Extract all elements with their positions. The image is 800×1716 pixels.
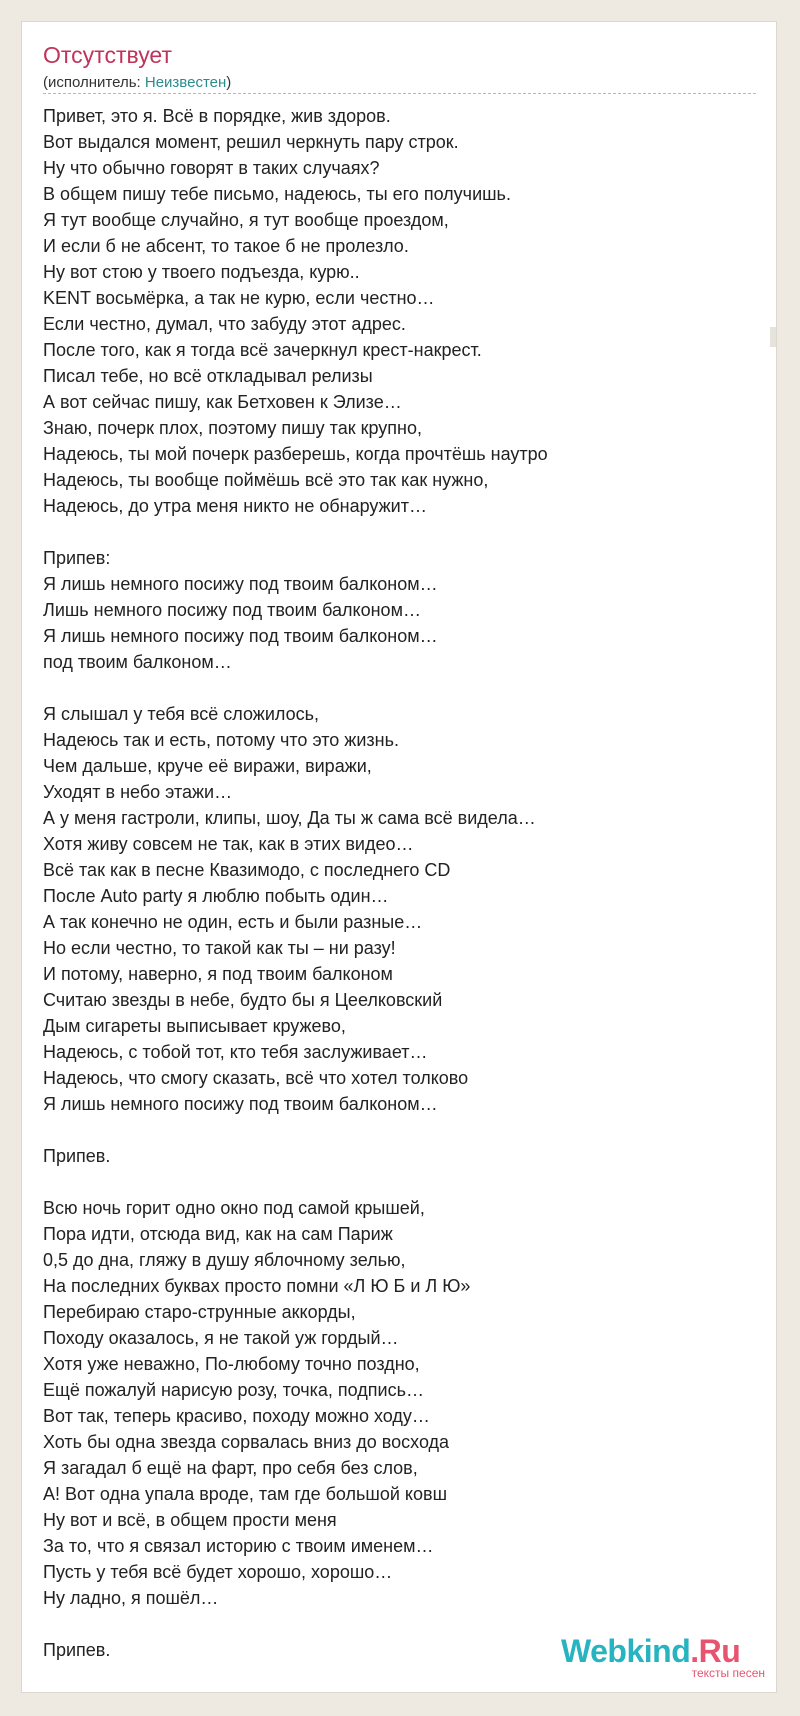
lyrics-text [43,103,548,1663]
lyric-line: Всё так как в песне Квазимодо, с последнего CD [43,860,451,880]
lyrics-card [21,21,777,1693]
lyric-line: Лишь немного посижу под твоим балконом… [43,600,421,620]
lyric-line: Чем дальше, круче её виражи, виражи, [43,756,372,776]
lyric-line: Я лишь немного посижу под твоим балконом… [43,626,438,646]
blank-line [43,1611,548,1637]
lyric-line: А вот сейчас пишу, как Бетховен к Элизе… [43,392,402,412]
lyric-line: 0,5 до дна, гляжу в душу яблочному зелью, [43,1250,406,1270]
lyric-line: За то, что я связал историю с твоим именем… [43,1536,434,1556]
title-divider [43,93,756,94]
lyric-line: Надеюсь так и есть, потому что это жизнь. [43,730,399,750]
lyric-line: И если б не абсент, то такое б не пролезло. [43,236,409,256]
performer-suffix: ) [226,74,232,91]
lyric-line: KENT восьмёрка, а так не курю, если честно… [43,288,435,308]
lyric-line: Я слышал у тебя всё сложилось, [43,704,319,724]
blank-line [43,675,548,701]
lyric-line: Знаю, почерк плох, поэтому пишу так крупно, [43,418,422,438]
performer-prefix: (исполнитель: [43,74,145,91]
blank-line [43,1169,548,1195]
logo-tld: .Ru [690,1633,741,1669]
lyric-line: Надеюсь, до утра меня никто не обнаружит… [43,496,427,516]
performer-line [43,74,231,91]
lyric-line: Хоть бы одна звезда сорвалась вниз до восхода [43,1432,450,1452]
lyric-line: Ну ладно, я пошёл… [43,1588,219,1608]
lyric-line: Ну что обычно говорят в таких случаях? [43,158,380,178]
song-title: Отсутствует [43,42,172,68]
lyric-line: Ну вот стою у твоего подъезда, курю.. [43,262,360,282]
lyric-line: Ещё пожалуй нарисую розу, точка, подпись… [43,1380,424,1400]
lyric-line: Если честно, думал, что забуду этот адрес. [43,314,406,334]
lyric-line: Пусть у тебя всё будет хорошо, хорошо… [43,1562,393,1582]
lyric-line: Ну вот и всё, в общем прости меня [43,1510,337,1530]
lyric-line: Перебираю старо-струнные аккорды, [43,1302,356,1322]
lyric-line: Надеюсь, ты мой почерк разберешь, когда прочтёшь наутро [43,444,548,464]
lyric-line: После Auto party я люблю побыть один… [43,886,389,906]
lyric-line: Припев. [43,1146,111,1166]
lyric-line: Надеюсь, ты вообще поймёшь всё это так как нужно, [43,470,489,490]
lyric-line: В общем пишу тебе письмо, надеюсь, ты его получишь. [43,184,511,204]
lyric-line: А у меня гастроли, клипы, шоу, Да ты ж сама всё видела… [43,808,536,828]
lyric-line: Хотя уже неважно, По-любому точно поздно, [43,1354,420,1374]
lyric-line: А! Вот одна упала вроде, там где большой ковш [43,1484,448,1504]
lyric-line: Всю ночь горит одно окно под самой крышей, [43,1198,425,1218]
blank-line [43,519,548,545]
lyric-line: Я тут вообще случайно, я тут вообще проездом, [43,210,449,230]
lyric-line: Уходят в небо этажи… [43,782,233,802]
lyric-line: Считаю звезды в небе, будто бы я Цеелковский [43,990,443,1010]
lyric-line: Писал тебе, но всё откладывал релизы [43,366,373,386]
lyric-line: Я загадал б ещё на фарт, про себя без слов, [43,1458,418,1478]
lyric-line: Привет, это я. Всё в порядке, жив здоров. [43,106,391,126]
logo-tagline: тексты песен [691,1666,765,1680]
lyric-line: Хотя живу совсем не так, как в этих видео… [43,834,414,854]
lyric-line: А так конечно не один, есть и были разные… [43,912,423,932]
blank-line [43,1117,548,1143]
lyric-line: Я лишь немного посижу под твоим балконом… [43,574,438,594]
logo-name: Webkind [561,1633,691,1669]
lyric-line: Припев: [43,548,111,568]
lyric-line: После того, как я тогда всё зачеркнул крест-накрест. [43,340,482,360]
lyric-line: Припев. [43,1640,111,1660]
artist-link[interactable]: Неизвестен [144,74,227,91]
lyric-line: И потому, наверно, я под твоим балконом [43,964,393,984]
site-logo[interactable] [561,1633,771,1679]
lyric-line: Надеюсь, что смогу сказать, всё что хотел толково [43,1068,469,1088]
lyric-line: Надеюсь, с тобой тот, кто тебя заслуживает… [43,1042,428,1062]
side-tab [770,327,776,347]
lyric-line: Походу оказалось, я не такой уж гордый… [43,1328,399,1348]
lyric-line: Вот так, теперь красиво, походу можно ходу… [43,1406,430,1426]
lyric-line: Дым сигареты выписывает кружево, [43,1016,346,1036]
logo-wordmark [561,1633,740,1670]
lyric-line: Но если честно, то такой как ты – ни разу! [43,938,396,958]
lyric-line: Вот выдался момент, решил черкнуть пару строк. [43,132,459,152]
lyric-line: под твоим балконом… [43,652,232,672]
lyric-line: На последних буквах просто помни «Л Ю Б и Л Ю» [43,1276,471,1296]
lyric-line: Пора идти, отсюда вид, как на сам Париж [43,1224,393,1244]
lyric-line: Я лишь немного посижу под твоим балконом… [43,1094,438,1114]
